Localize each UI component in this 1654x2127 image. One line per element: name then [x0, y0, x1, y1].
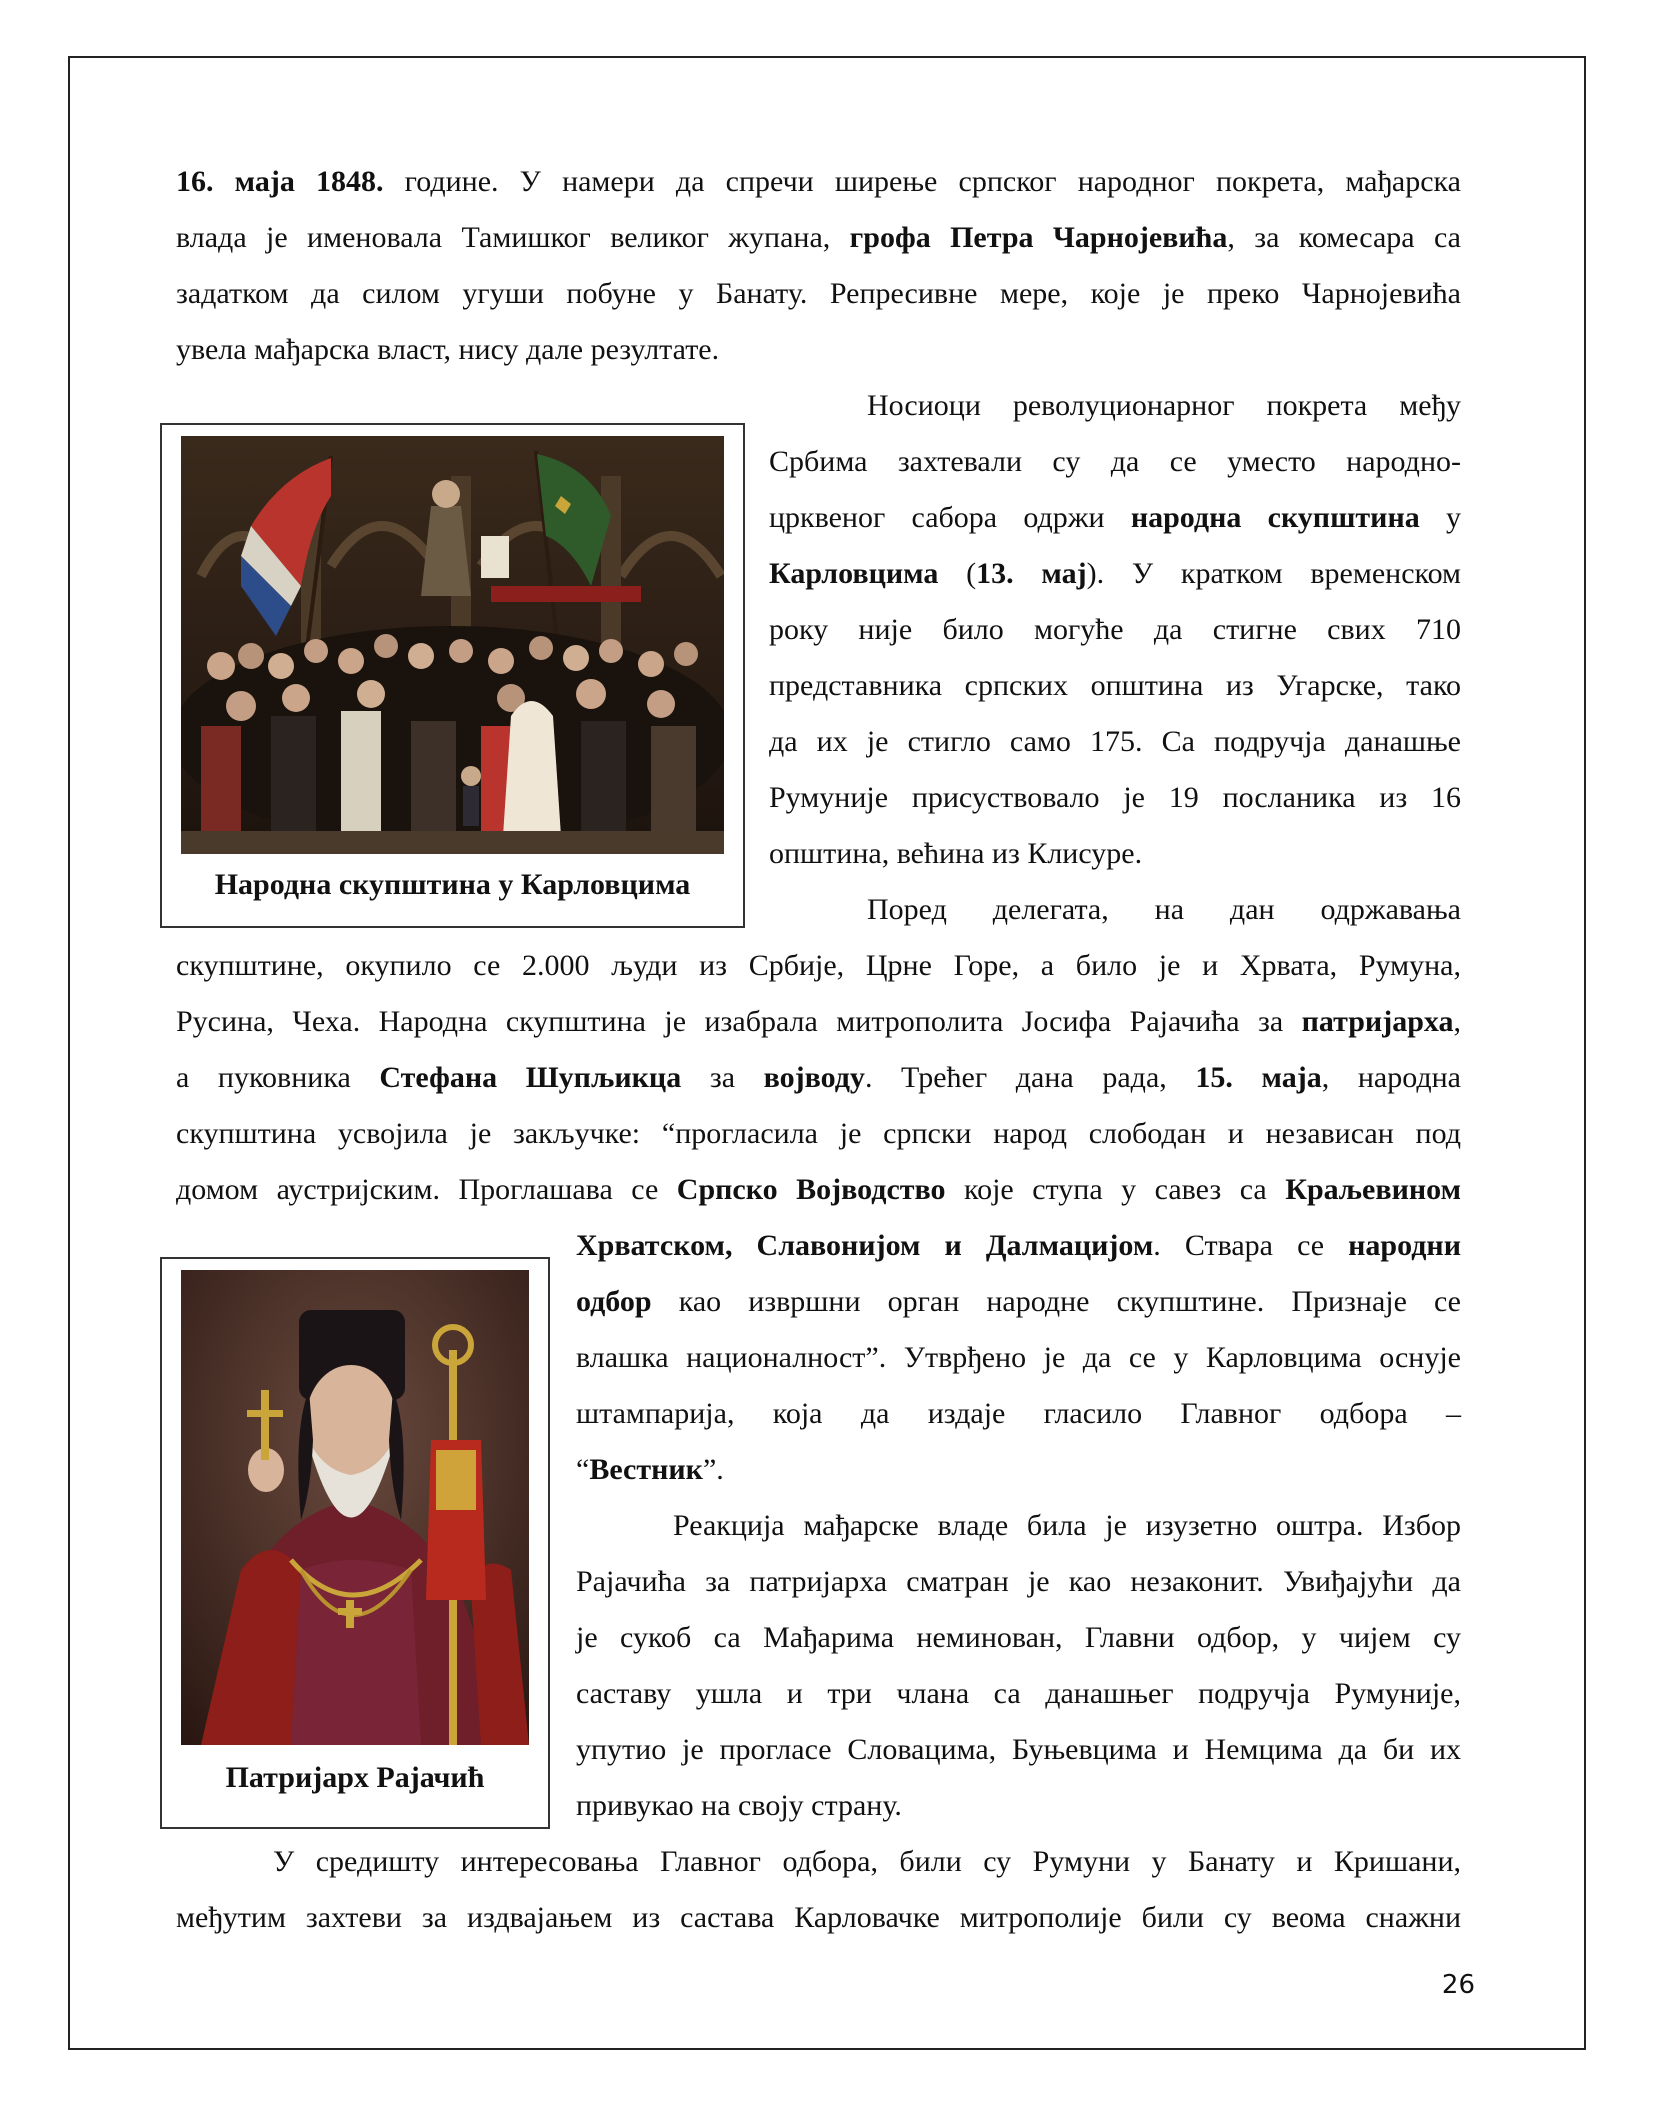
- text-run: домом аустријским. Проглашава се: [176, 1173, 677, 1206]
- bold-text-run: 16. маја 1848.: [176, 165, 384, 198]
- bold-text-run: 13. мај: [976, 557, 1087, 590]
- text-run: међутим захтеви за издвајањем из састава Карловачке митрополије били су веома снажни: [176, 1901, 1461, 1934]
- text-run: ”.: [702, 1453, 724, 1486]
- text-line: [769, 826, 1461, 882]
- bold-text-run: Краљевином: [1285, 1173, 1461, 1206]
- text-run: за: [681, 1061, 764, 1094]
- text-line: [176, 210, 1461, 266]
- text-run: привукао на своју страну.: [576, 1789, 902, 1822]
- bold-text-run: патријарха: [1301, 1005, 1454, 1038]
- text-run: Поред делегата, на дан одржавања: [867, 893, 1461, 926]
- text-run: Србима захтевали су да се уместо народно-: [769, 445, 1461, 478]
- text-line: [769, 490, 1461, 546]
- text-run: скупштина усвојила је закључке: “прогласила је српски народ слободан и независан под: [176, 1117, 1461, 1150]
- text-line: [176, 994, 1461, 1050]
- text-line: [576, 1778, 1461, 1834]
- bold-text-run: Вестник: [589, 1453, 703, 1486]
- text-run: које ступа у савез са: [945, 1173, 1286, 1206]
- text-run: црквеног сабора одржи: [769, 501, 1131, 534]
- text-run: општина, већина из Клисуре.: [769, 837, 1143, 870]
- text-run: , за комесара са: [1227, 221, 1461, 254]
- bold-text-run: Карловцима: [769, 557, 939, 590]
- text-line: [576, 1274, 1461, 1330]
- body-text: [176, 0, 1461, 2127]
- text-run: року није било могуће да стигне свих 710: [769, 613, 1461, 646]
- text-run: саставу ушла и три члана са данашњег подручја Румуније,: [576, 1677, 1461, 1710]
- text-line: [769, 770, 1461, 826]
- bold-text-run: 15. маја: [1195, 1061, 1322, 1094]
- text-run: Русина, Чеха. Народна скупштина је изабрала митрополита Јосифа Рајачића за: [176, 1005, 1302, 1038]
- text-run: Румуније присуствовало је 19 посланика из 16: [769, 781, 1461, 814]
- text-run: Рајачића за патријарха сматран је као незаконит. Увиђајући да: [576, 1565, 1461, 1598]
- text-run: штампарија, која да издаје гласило Главног одбора –: [576, 1397, 1461, 1430]
- bold-text-run: народни: [1348, 1229, 1461, 1262]
- text-line: [176, 1890, 1461, 1946]
- text-run: задатком да силом угуши побуне у Банату. Репресивне мере, које је преко Чарнојевића: [176, 277, 1461, 310]
- text-line: [576, 1330, 1461, 1386]
- bold-text-run: Српско Војводство: [676, 1173, 946, 1206]
- bold-text-run: одбор: [576, 1285, 652, 1318]
- page-number: 26: [1441, 1970, 1475, 2000]
- text-run: је сукоб са Мађарима неминован, Главни одбор, у чијем су: [576, 1621, 1461, 1654]
- text-line: [576, 1554, 1461, 1610]
- text-run: , народна: [1321, 1061, 1461, 1094]
- text-run: Носиоци револуционарног покрета међу: [867, 389, 1461, 422]
- text-run: увела мађарска власт, нису дале резултате.: [176, 333, 720, 366]
- text-run: “: [576, 1453, 590, 1486]
- text-line: [176, 322, 1461, 378]
- bold-text-run: Хрватском, Славонијом и Далмацијом: [576, 1229, 1154, 1262]
- text-line: [576, 1666, 1461, 1722]
- bold-text-run: грофа Петра Чарнојевића: [849, 221, 1228, 254]
- text-line: [769, 602, 1461, 658]
- text-line: [867, 882, 1461, 938]
- text-run: представника српских општина из Угарске, тако: [769, 669, 1461, 702]
- text-line: [867, 378, 1461, 434]
- text-run: ,: [1453, 1005, 1461, 1038]
- text-run: влашка националност”. Утврђено је да се у Карловцима оснује: [576, 1341, 1461, 1374]
- text-line: [673, 1498, 1461, 1554]
- text-line: [176, 1106, 1461, 1162]
- figure-caption-assembly: Народна скупштина у Карловцима: [214, 868, 691, 901]
- text-run: да их је стигло само 175. Са подручја данашње: [769, 725, 1461, 758]
- text-run: скупштине, окупило се 2.000 људи из Србије, Црне Горе, а било је и Хрвата, Румуна,: [176, 949, 1461, 982]
- text-run: . Трећег дана рада,: [864, 1061, 1196, 1094]
- figure-caption-patriarch: Патријарх Рајачић: [225, 1761, 485, 1794]
- text-run: У средишту интересовања Главног одбора, били су Румуни у Банату и Кришани,: [273, 1845, 1461, 1878]
- text-run: . Ствара се: [1153, 1229, 1349, 1262]
- text-line: [176, 938, 1461, 994]
- text-run: као извршни орган народне скупштине. Признаје се: [651, 1285, 1461, 1318]
- text-line: [576, 1386, 1461, 1442]
- text-run: (: [938, 557, 977, 590]
- text-line: [176, 1162, 1461, 1218]
- text-run: а пуковника: [176, 1061, 380, 1094]
- text-line: [273, 1834, 1461, 1890]
- text-run: године. У намери да спречи ширење српског народног покрета, мађарска: [383, 165, 1461, 198]
- text-run: у: [1419, 501, 1461, 534]
- bold-text-run: војводу: [763, 1061, 865, 1094]
- text-line: [176, 1050, 1461, 1106]
- text-run: ). У кратком временском: [1086, 557, 1461, 590]
- text-run: влада је именовала Тамишког великог жупана,: [176, 221, 850, 254]
- text-line: [576, 1610, 1461, 1666]
- text-run: упутио је прогласе Словацима, Буњевцима и Немцима да би их: [576, 1733, 1461, 1766]
- text-line: [576, 1442, 1461, 1498]
- text-line: [769, 434, 1461, 490]
- bold-text-run: народна скупштина: [1130, 501, 1420, 534]
- text-line: [576, 1722, 1461, 1778]
- text-line: [769, 714, 1461, 770]
- bold-text-run: Стефана Шупљикца: [379, 1061, 682, 1094]
- text-line: [576, 1218, 1461, 1274]
- text-line: [769, 546, 1461, 602]
- text-run: Реакција мађарске владе била је изузетно оштра. Избор: [673, 1509, 1461, 1542]
- text-line: [176, 154, 1461, 210]
- text-line: [176, 266, 1461, 322]
- text-line: [769, 658, 1461, 714]
